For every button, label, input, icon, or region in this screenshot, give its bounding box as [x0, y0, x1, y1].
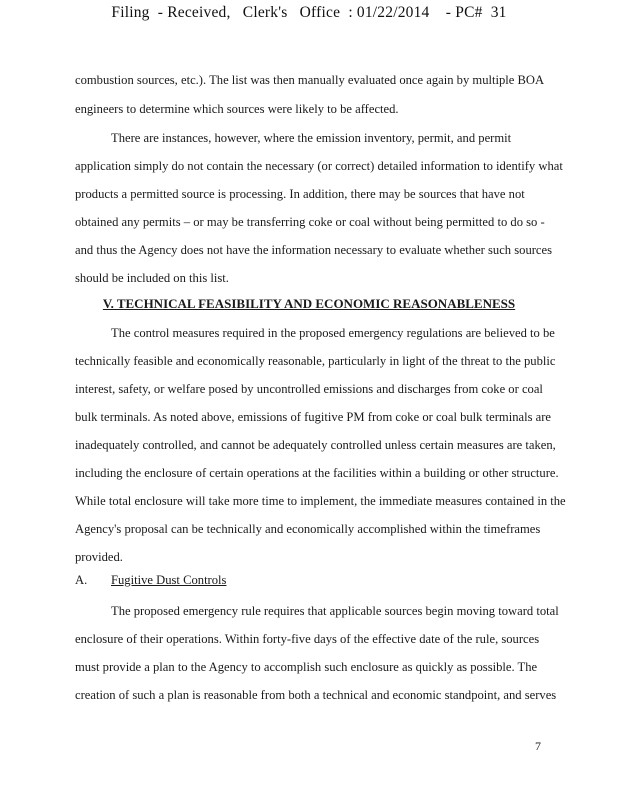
paragraph-line: inadequately controlled, and cannot be adequately controlled unless certain measures are taken,	[75, 438, 556, 452]
paragraph-line: products a permitted source is processing. In addition, there may be sources that have not	[75, 187, 525, 201]
subsection-title: Fugitive Dust Controls	[111, 573, 227, 587]
paragraph-line: The control measures required in the proposed emergency regulations are believed to be	[111, 326, 555, 340]
paragraph-line: creation of such a plan is reasonable from both a technical and economic standpoint, and serves	[75, 688, 557, 702]
paragraph-line: engineers to determine which sources were likely to be affected.	[75, 102, 399, 116]
paragraph-line: combustion sources, etc.). The list was then manually evaluated once again by multiple BOA	[75, 73, 545, 87]
paragraph-line: including the enclosure of certain operations at the facilities within a building or other structure.	[75, 466, 559, 480]
paragraph-line: bulk terminals. As noted above, emissions of fugitive PM from coke or coal bulk terminals are	[75, 410, 552, 424]
paragraph-line: application simply do not contain the necessary (or correct) detailed information to identify what	[75, 159, 563, 173]
paragraph-line: provided.	[75, 550, 123, 564]
subsection-heading	[75, 573, 226, 588]
paragraph-line: and thus the Agency does not have the information necessary to evaluate whether such sources	[75, 243, 553, 257]
paragraph-line: obtained any permits – or may be transferring coke or coal without being permitted to do so -	[75, 215, 545, 229]
paragraph-line: interest, safety, or welfare posed by uncontrolled emissions and discharges from coke or coal	[75, 382, 543, 396]
paragraph-line: must provide a plan to the Agency to accomplish such enclosure as quickly as possible. The	[75, 660, 538, 674]
filing-stamp: Filing - Received, Clerk's Office : 01/22/2014 - PC# 31	[111, 4, 507, 21]
paragraph-line: The proposed emergency rule requires that applicable sources begin moving toward total	[111, 604, 559, 618]
paragraph-line: enclosure of their operations. Within forty-five days of the effective date of the rule, sources	[75, 632, 540, 646]
paragraph-line: technically feasible and economically reasonable, particularly in light of the threat to the public	[75, 354, 556, 368]
subsection-letter: A.	[75, 573, 88, 587]
paragraph-line: There are instances, however, where the emission inventory, permit, and permit	[111, 131, 512, 145]
paragraph-line: Agency's proposal can be technically and economically accomplished within the timeframes	[75, 522, 541, 536]
paragraph-line: should be included on this list.	[75, 271, 229, 285]
paragraph-line: While total enclosure will take more time to implement, the immediate measures contained in the	[75, 494, 566, 508]
page-number: 7	[535, 739, 541, 753]
section-heading: V. TECHNICAL FEASIBILITY AND ECONOMIC REASONABLENESS	[102, 296, 516, 311]
